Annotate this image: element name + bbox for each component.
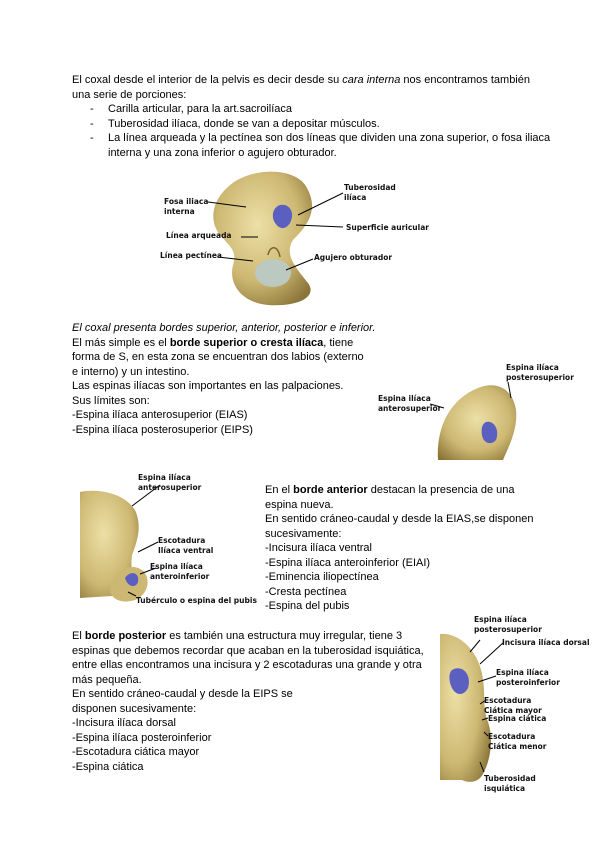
label-linea-arqueada: Línea arqueada [166, 231, 232, 240]
label-linea-pectinea: Línea pectínea [160, 251, 222, 260]
label-eias-2: anterosuperior [378, 404, 442, 413]
figure-cresta-iliaca [378, 360, 578, 462]
label-eips-2: posterosuperior [474, 625, 542, 634]
list-item: - La línea arqueada y la pectínea son dos líneas que dividen una zona superior, o fosa iliaca interna y una zona inferior o agujero obturador. [90, 132, 551, 159]
label-espina-ciatica: Espina ciática [488, 714, 547, 723]
label-eips-1: Espina ilíaca [474, 615, 527, 624]
section-borde-superior: El coxal presenta bordes superior, anterior, posterior e inferior. El más simple es el borde superior o cresta ilíaca, tiene forma de S, en esta zona se encuentran dos labios (externo e interno) y un intestino. Las espinas ilíacas son importantes en las palpaciones. Sus límites son: -Espina ilíaca anterosuperior (EIAS) -Espina ilíaca posterosuperior (EIPS) [72, 321, 552, 437]
paragraph: El borde posterior es también una estructura muy irregular, tiene 3 espinas que debemos recordar que acaban en la tuberosidad isquiática, entre ellas encontramos una incisura y 2 escotaduras una grande y otra más pequeña. [72, 630, 424, 686]
label-tuberosidad-1: Tuberosidad [484, 774, 536, 783]
label-tuberculo-pubis: Tubérculo o espina del pubis [136, 596, 257, 605]
label-eips-1: Espina ilíaca [506, 363, 559, 372]
portions-list [72, 102, 552, 160]
label-tuberosidad: Tuberosidad [344, 183, 396, 192]
label-escotadura-menor-1: Escotadura [488, 732, 536, 741]
label-iliaca-ventral: Ilíaca ventral [158, 546, 214, 555]
section-borde-posterior: El borde posterior es también una estructura muy irregular, tiene 3 espinas que debemos recordar que acaban en la tuberosidad isquiática, entre ellas encontramos una incisura y 2 escotaduras una grande y otra más pequeña. En sentido cráneo-caudal y desde la EIPS se disponen sucesivamente: -Incisura ilíaca dorsal -Espina ilíaca posteroinferior -Escotadura ciática mayor -Espina ciática [72, 629, 432, 774]
label-escotadura-menor-2: Ciática menor [488, 742, 547, 751]
list-item: - Carilla articular, para la art.sacroilíaca [90, 103, 293, 115]
label-eiai-1: Espina ilíaca [150, 562, 203, 571]
paragraph: En el borde anterior destacan la presencia de una espina nueva. [265, 484, 515, 511]
figure-borde-anterior [80, 470, 265, 610]
paragraph: El más simple es el borde superior o cresta ilíaca, tiene forma de S, en esta zona se encuentran dos labios (externo e interno) y un intestino. [72, 336, 364, 378]
label-escotadura-mayor-2: Ciática mayor [484, 706, 542, 715]
intro-paragraph [72, 73, 542, 102]
list-item: - Tuberosidad ilíaca, donde se van a depositar músculos. [90, 117, 380, 130]
figure-borde-posterior [440, 612, 592, 797]
label-tuberosidad-iliaca: ilíaca [344, 193, 367, 202]
label-fosa-iliaca: Fosa iliaca [164, 197, 209, 206]
label-eips-2: posterosuperior [506, 373, 574, 382]
label-agujero-obturador: Agujero obturador [314, 253, 393, 262]
label-escotadura-mayor-1: Escotadura [484, 696, 532, 705]
label-superficie-auricular: Superficie auricular [346, 223, 429, 232]
label-eias-2: anterosuperior [138, 483, 202, 492]
label-fosa-interna: interna [164, 207, 195, 216]
label-eipi-2: posteroinferior [496, 678, 560, 687]
label-eias-1: Espina ilíaca [138, 473, 191, 482]
label-tuberosidad-2: isquiática [484, 784, 526, 793]
label-eiai-2: anteroinferior [150, 572, 210, 581]
figure-coxal-internal [158, 165, 429, 310]
label-escotadura: Escotadura [158, 536, 206, 545]
intro-text-1: El coxal desde el interior de la pelvis es decir desde su [72, 74, 343, 86]
intro-text-2: nos encontramos también una serie de porciones: [72, 74, 530, 101]
label-eias-1: Espina ilíaca [378, 394, 431, 403]
intro-text-italic: cara interna [342, 74, 401, 86]
label-eipi-1: Espina ilíaca [496, 668, 549, 677]
section-borde-anterior: En el borde anterior destacan la presencia de una espina nueva. En sentido cráneo-caudal y desde la EIAS,se disponen sucesivamente: -Incisura ilíaca ventral -Espina ilíaca anteroinferior (EIAI) -Eminencia iliopectínea -Cresta pectínea -Espina del pubis [265, 484, 534, 612]
italic-heading: El coxal presenta bordes superior, anterior, posterior e inferior. [72, 322, 376, 334]
label-incisura-iliaca-dorsal: Incisura ilíaca dorsal [502, 638, 590, 647]
